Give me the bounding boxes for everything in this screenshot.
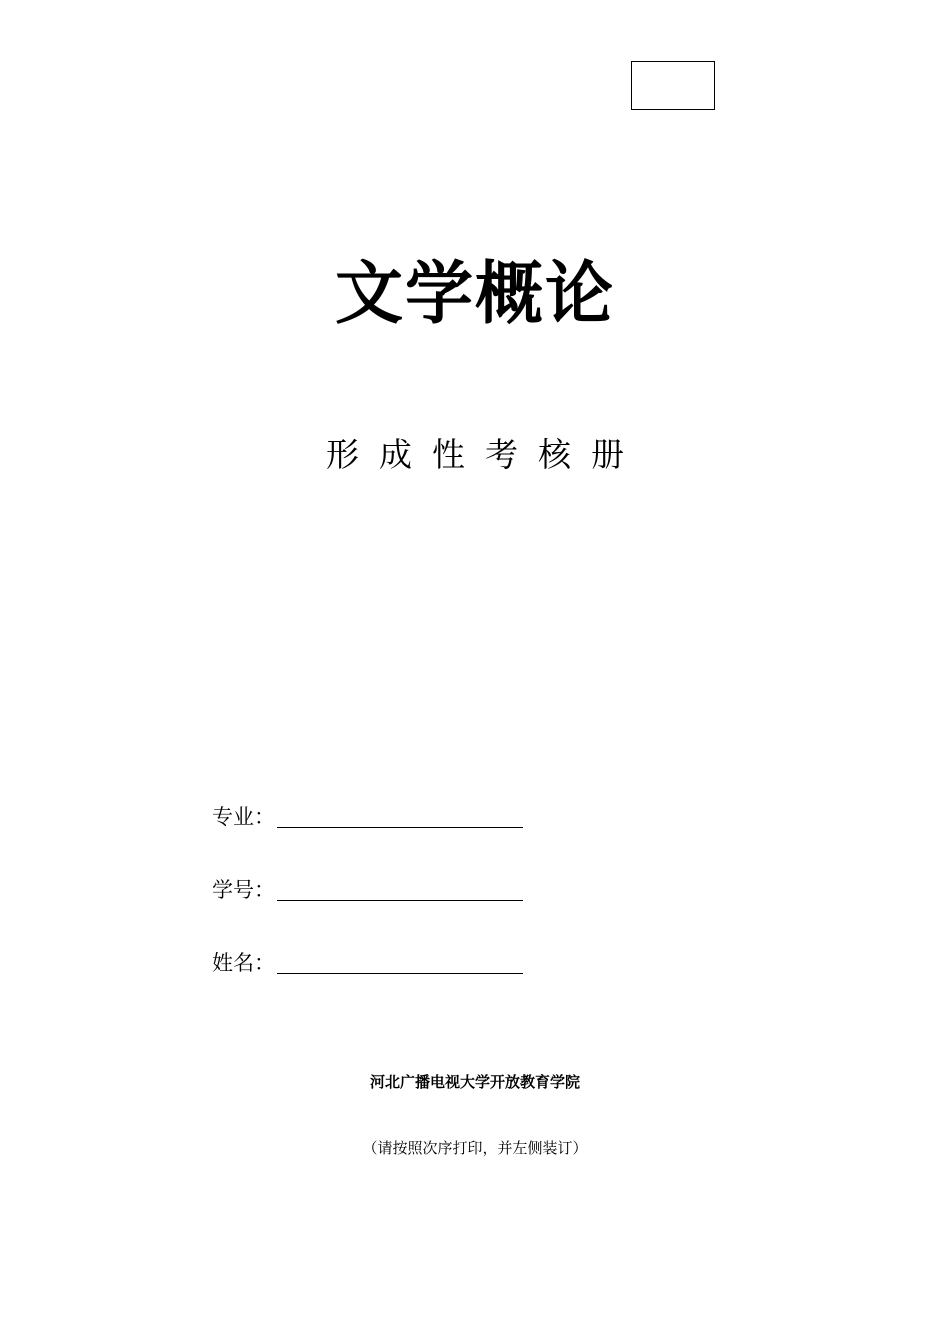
name-field (212, 936, 523, 976)
subtitle: 形成性考核册 (326, 435, 644, 474)
binding-instruction: （请按照次序打印，并左侧装订） (362, 1139, 588, 1157)
number-box (631, 61, 715, 110)
student-id-label: 学号： (212, 878, 275, 902)
major-underline (277, 803, 523, 828)
institution-name: 河北广播电视大学开放教育学院 (369, 1073, 580, 1091)
name-label: 姓名： (212, 951, 275, 975)
course-title: 文学概论 (334, 255, 615, 334)
student-id-field (212, 863, 523, 903)
major-field (212, 790, 523, 830)
major-label: 专业： (212, 805, 275, 829)
name-underline (277, 949, 523, 974)
student-id-underline (277, 876, 523, 901)
